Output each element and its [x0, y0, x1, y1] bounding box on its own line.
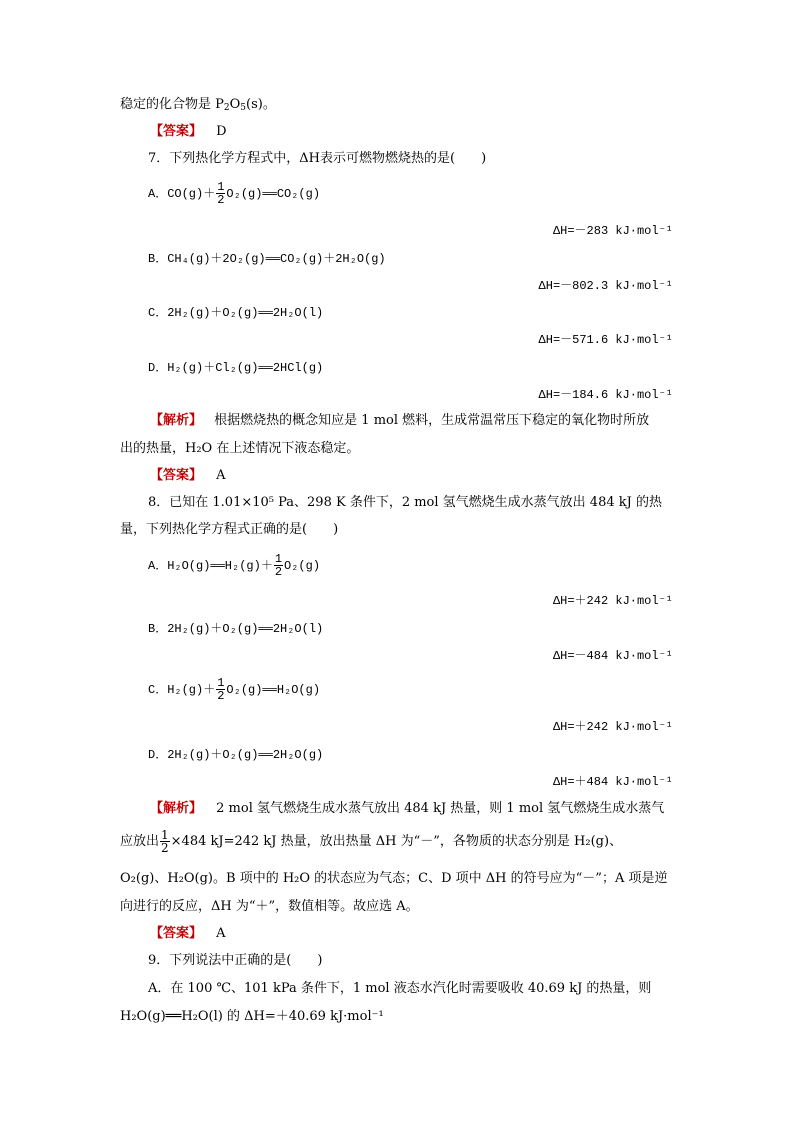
denominator: 2 — [217, 193, 225, 208]
answer-value: A — [216, 468, 226, 483]
text-span: ×484 kJ=242 kJ 热量，放出热量 ΔH 为“－”，各物质的状态分别是 H₂(g)、 — [170, 834, 623, 849]
q8-analysis-line2 — [120, 828, 622, 856]
answer-value: D — [216, 124, 227, 139]
answer-label: 【答案】 — [150, 926, 203, 941]
q7-stem: 7．下列热化学方程式中，ΔH表示可燃物燃烧热的是( ) — [148, 151, 487, 166]
q8-stem-line2: 量，下列热化学方程式正确的是( ) — [120, 522, 339, 537]
q6-answer-line — [150, 123, 227, 141]
q8-stem-line1: 8．已知在 1.01×10⁵ Pa、298 K 条件下，2 mol 氢气燃烧生成水蒸气放出 484 kJ 的热 — [148, 495, 662, 510]
q8-option-b: B．2H₂(g)＋O₂(g)══2H₂O(l) — [148, 622, 324, 636]
analysis-label: 【解析】 — [150, 413, 203, 428]
numerator: 1 — [274, 552, 283, 567]
fraction — [274, 553, 283, 578]
q7-option-b: B．CH₄(g)＋2O₂(g)══CO₂(g)＋2H₂O(g) — [148, 252, 386, 266]
q7-c-delta-h: ΔH=－571.6 kJ·mol⁻¹ — [538, 333, 673, 347]
q9-option-a-line1: A．在 100 ℃、101 kPa 条件下，1 mol 液态水汽化时需要吸收 40.69 kJ 的热量，则 — [148, 981, 652, 996]
q7-analysis-line2: 出的热量，H₂O 在上述情况下液态稳定。 — [120, 441, 360, 456]
q8-option-d: D．2H₂(g)＋O₂(g)══2H₂O(g) — [148, 748, 324, 762]
q7-a-delta-h: ΔH=－283 kJ·mol⁻¹ — [552, 224, 673, 238]
q7-b-delta-h: ΔH=－802.3 kJ·mol⁻¹ — [538, 279, 673, 293]
denominator: 2 — [274, 565, 283, 580]
text-span: O₂(g) — [284, 559, 321, 573]
text-span: O — [229, 97, 241, 112]
q8-option-c — [148, 676, 320, 704]
q7-option-a — [148, 180, 320, 208]
subscript: 2 — [223, 103, 230, 113]
numerator: 1 — [161, 828, 169, 842]
analysis-label: 【解析】 — [150, 801, 203, 816]
q8-option-a — [148, 552, 320, 580]
fraction — [216, 181, 225, 206]
q8-c-delta-h: ΔH=＋242 kJ·mol⁻¹ — [552, 720, 673, 734]
analysis-text: 2 mol 氢气燃烧生成水蒸气放出 484 kJ 热量，则 1 mol 氢气燃烧生成水蒸气 — [216, 801, 665, 816]
analysis-text: 根据燃烧热的概念知应是 1 mol 燃料，生成常温常压下稳定的氧化物时所放 — [214, 413, 650, 428]
text-span: A．CO(g)＋ — [148, 187, 216, 201]
subscript: 5 — [240, 103, 247, 113]
text-span: 应放出 — [120, 834, 160, 849]
q7-d-delta-h: ΔH=－184.6 kJ·mol⁻¹ — [538, 388, 673, 402]
numerator: 1 — [217, 676, 225, 691]
numerator: 1 — [217, 180, 225, 195]
q8-a-delta-h: ΔH=＋242 kJ·mol⁻¹ — [552, 594, 673, 608]
text-span: 稳定的化合物是 P — [120, 97, 224, 112]
q8-b-delta-h: ΔH=－484 kJ·mol⁻¹ — [552, 649, 673, 663]
fraction — [160, 829, 170, 854]
q8-analysis-line3: O₂(g)、H₂O(g)。B 项中的 H₂O 的状态应为气态；C、D 项中 ΔH 的符号应为“－”；A 项是逆 — [120, 871, 668, 886]
q9-stem: 9．下列说法中正确的是( ) — [148, 953, 323, 968]
text-span: A．H₂O(g)══H₂(g)＋ — [148, 559, 273, 573]
q9-option-a-line2: H₂O(g)══H₂O(l) 的 ΔH=＋40.69 kJ·mol⁻¹ — [120, 1009, 384, 1024]
text-span: (s)。 — [246, 97, 276, 112]
text-span: O₂(g)══CO₂(g) — [226, 187, 321, 201]
answer-value: A — [216, 926, 226, 941]
q8-d-delta-h: ΔH=＋484 kJ·mol⁻¹ — [552, 775, 673, 789]
denominator: 2 — [217, 689, 225, 704]
text-span: O₂(g)══H₂O(g) — [226, 683, 321, 697]
answer-label: 【答案】 — [150, 124, 203, 139]
q7-answer-line — [150, 467, 226, 485]
q7-option-d: D．H₂(g)＋Cl₂(g)══2HCl(g) — [148, 361, 324, 375]
q7-option-c: C．2H₂(g)＋O₂(g)══2H₂O(l) — [148, 306, 324, 320]
q7-analysis-line1 — [150, 412, 649, 430]
fraction — [216, 677, 225, 702]
text-span: C．H₂(g)＋ — [148, 683, 216, 697]
q8-answer-line — [150, 925, 226, 943]
denominator: 2 — [161, 841, 169, 855]
answer-label: 【答案】 — [150, 468, 203, 483]
continuation-line — [120, 96, 276, 117]
q8-analysis-line1 — [150, 800, 664, 818]
q8-analysis-line4: 向进行的反应，ΔH 为“＋”，数值相等。故应选 A。 — [120, 899, 419, 914]
